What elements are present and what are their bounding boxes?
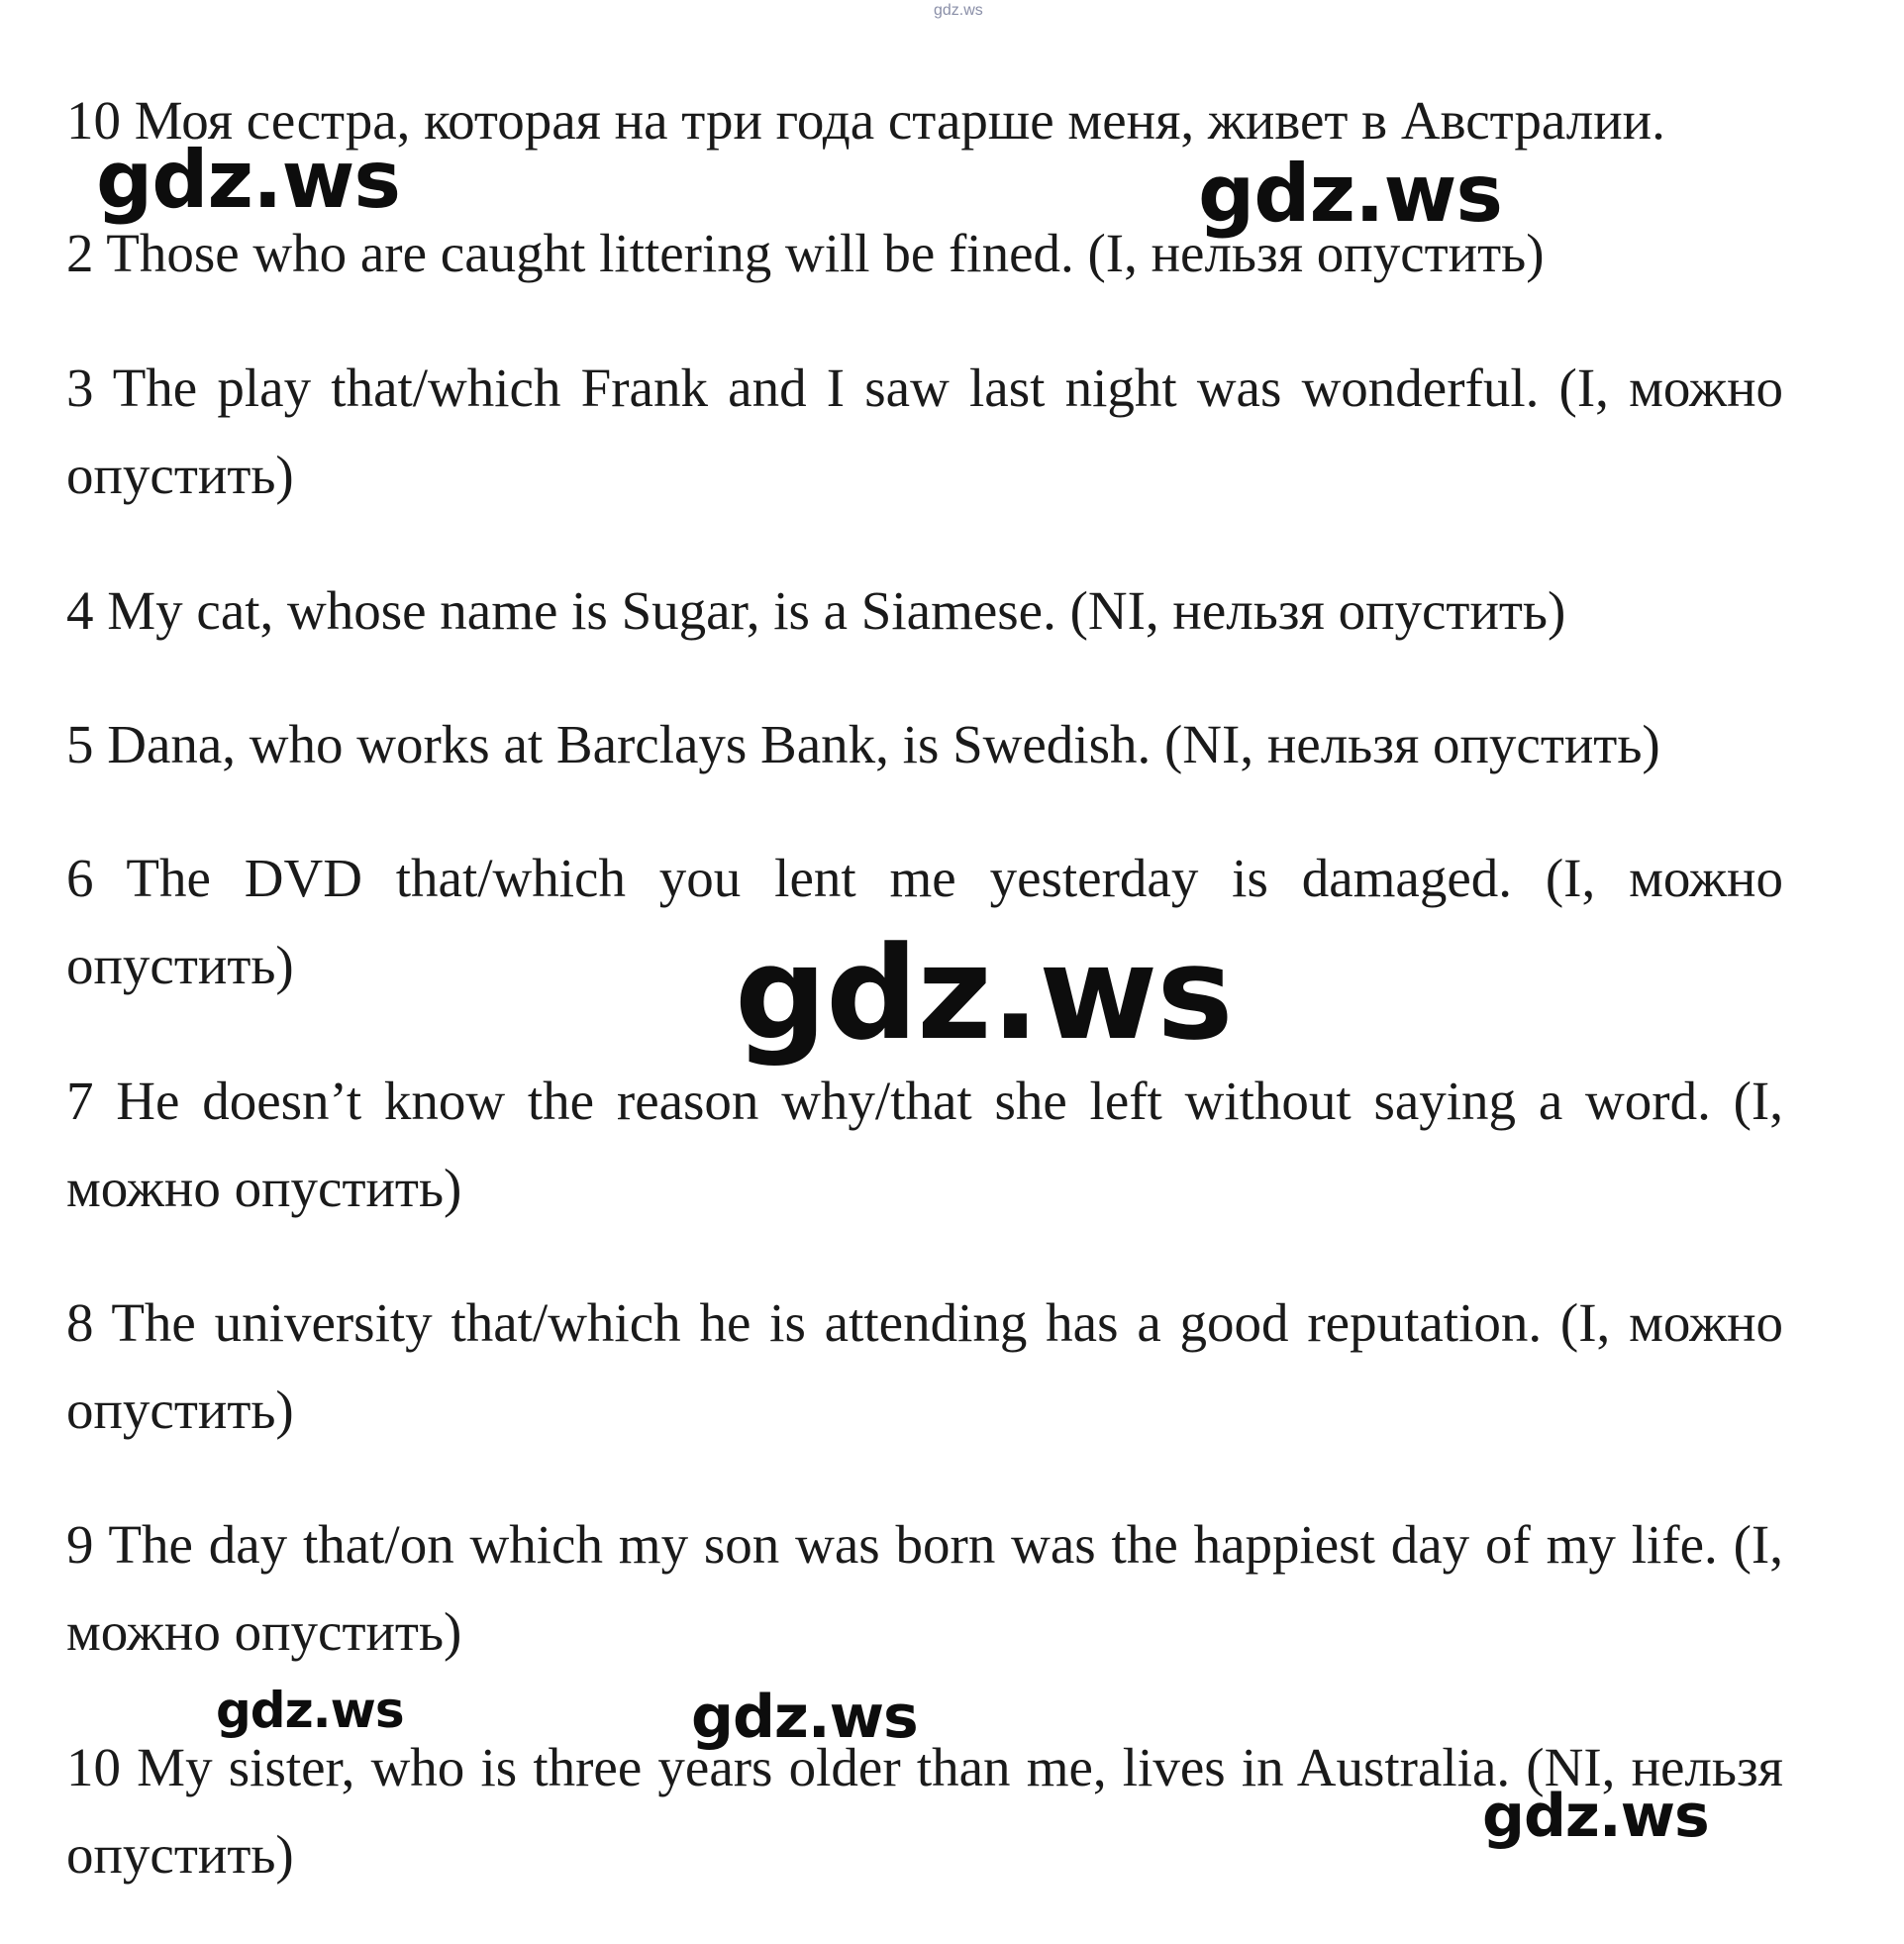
line-7: 7 He doesn’t know the reason why/that she left without saying a word. (I, можно опустить)	[66, 1071, 1783, 1218]
watermark-5: gdz.ws	[691, 1683, 918, 1752]
line-4: 4 My cat, whose name is Sugar, is a Siamese. (NI, нельзя опустить)	[66, 580, 1566, 641]
line-10: 10 My sister, who is three years older than me, lives in Australia. (NI, нельзя опустить)	[66, 1737, 1783, 1885]
line-5: 5 Dana, who works at Barclays Bank, is Swedish. (NI, нельзя опустить)	[66, 714, 1660, 774]
line-1: 10 Моя сестра, которая на три года старше меня, живет в Австралии.	[66, 90, 1665, 151]
line-8: 8 The university that/which he is attending has a good reputation. (I, можно опустить)	[66, 1292, 1783, 1440]
watermark-6: gdz.ws	[1482, 1782, 1709, 1851]
watermark-2: gdz.ws	[1198, 148, 1503, 240]
line-6: 6 The DVD that/which you lent me yesterday is damaged. (I, можно опустить)	[66, 848, 1783, 995]
line-2: 2 Those who are caught littering will be fined. (I, нельзя опустить)	[66, 223, 1545, 283]
line-3: 3 The play that/which Frank and I saw last night was wonderful. (I, можно опустить)	[66, 358, 1783, 505]
line-9: 9 The day that/on which my son was born was the happiest day of my life. (I, можно опустить)	[66, 1514, 1783, 1662]
watermark-4: gdz.ws	[216, 1682, 404, 1739]
watermark-1: gdz.ws	[96, 134, 401, 226]
watermark-3: gdz.ws	[735, 918, 1233, 1069]
header-watermark: gdz.ws	[934, 2, 983, 19]
